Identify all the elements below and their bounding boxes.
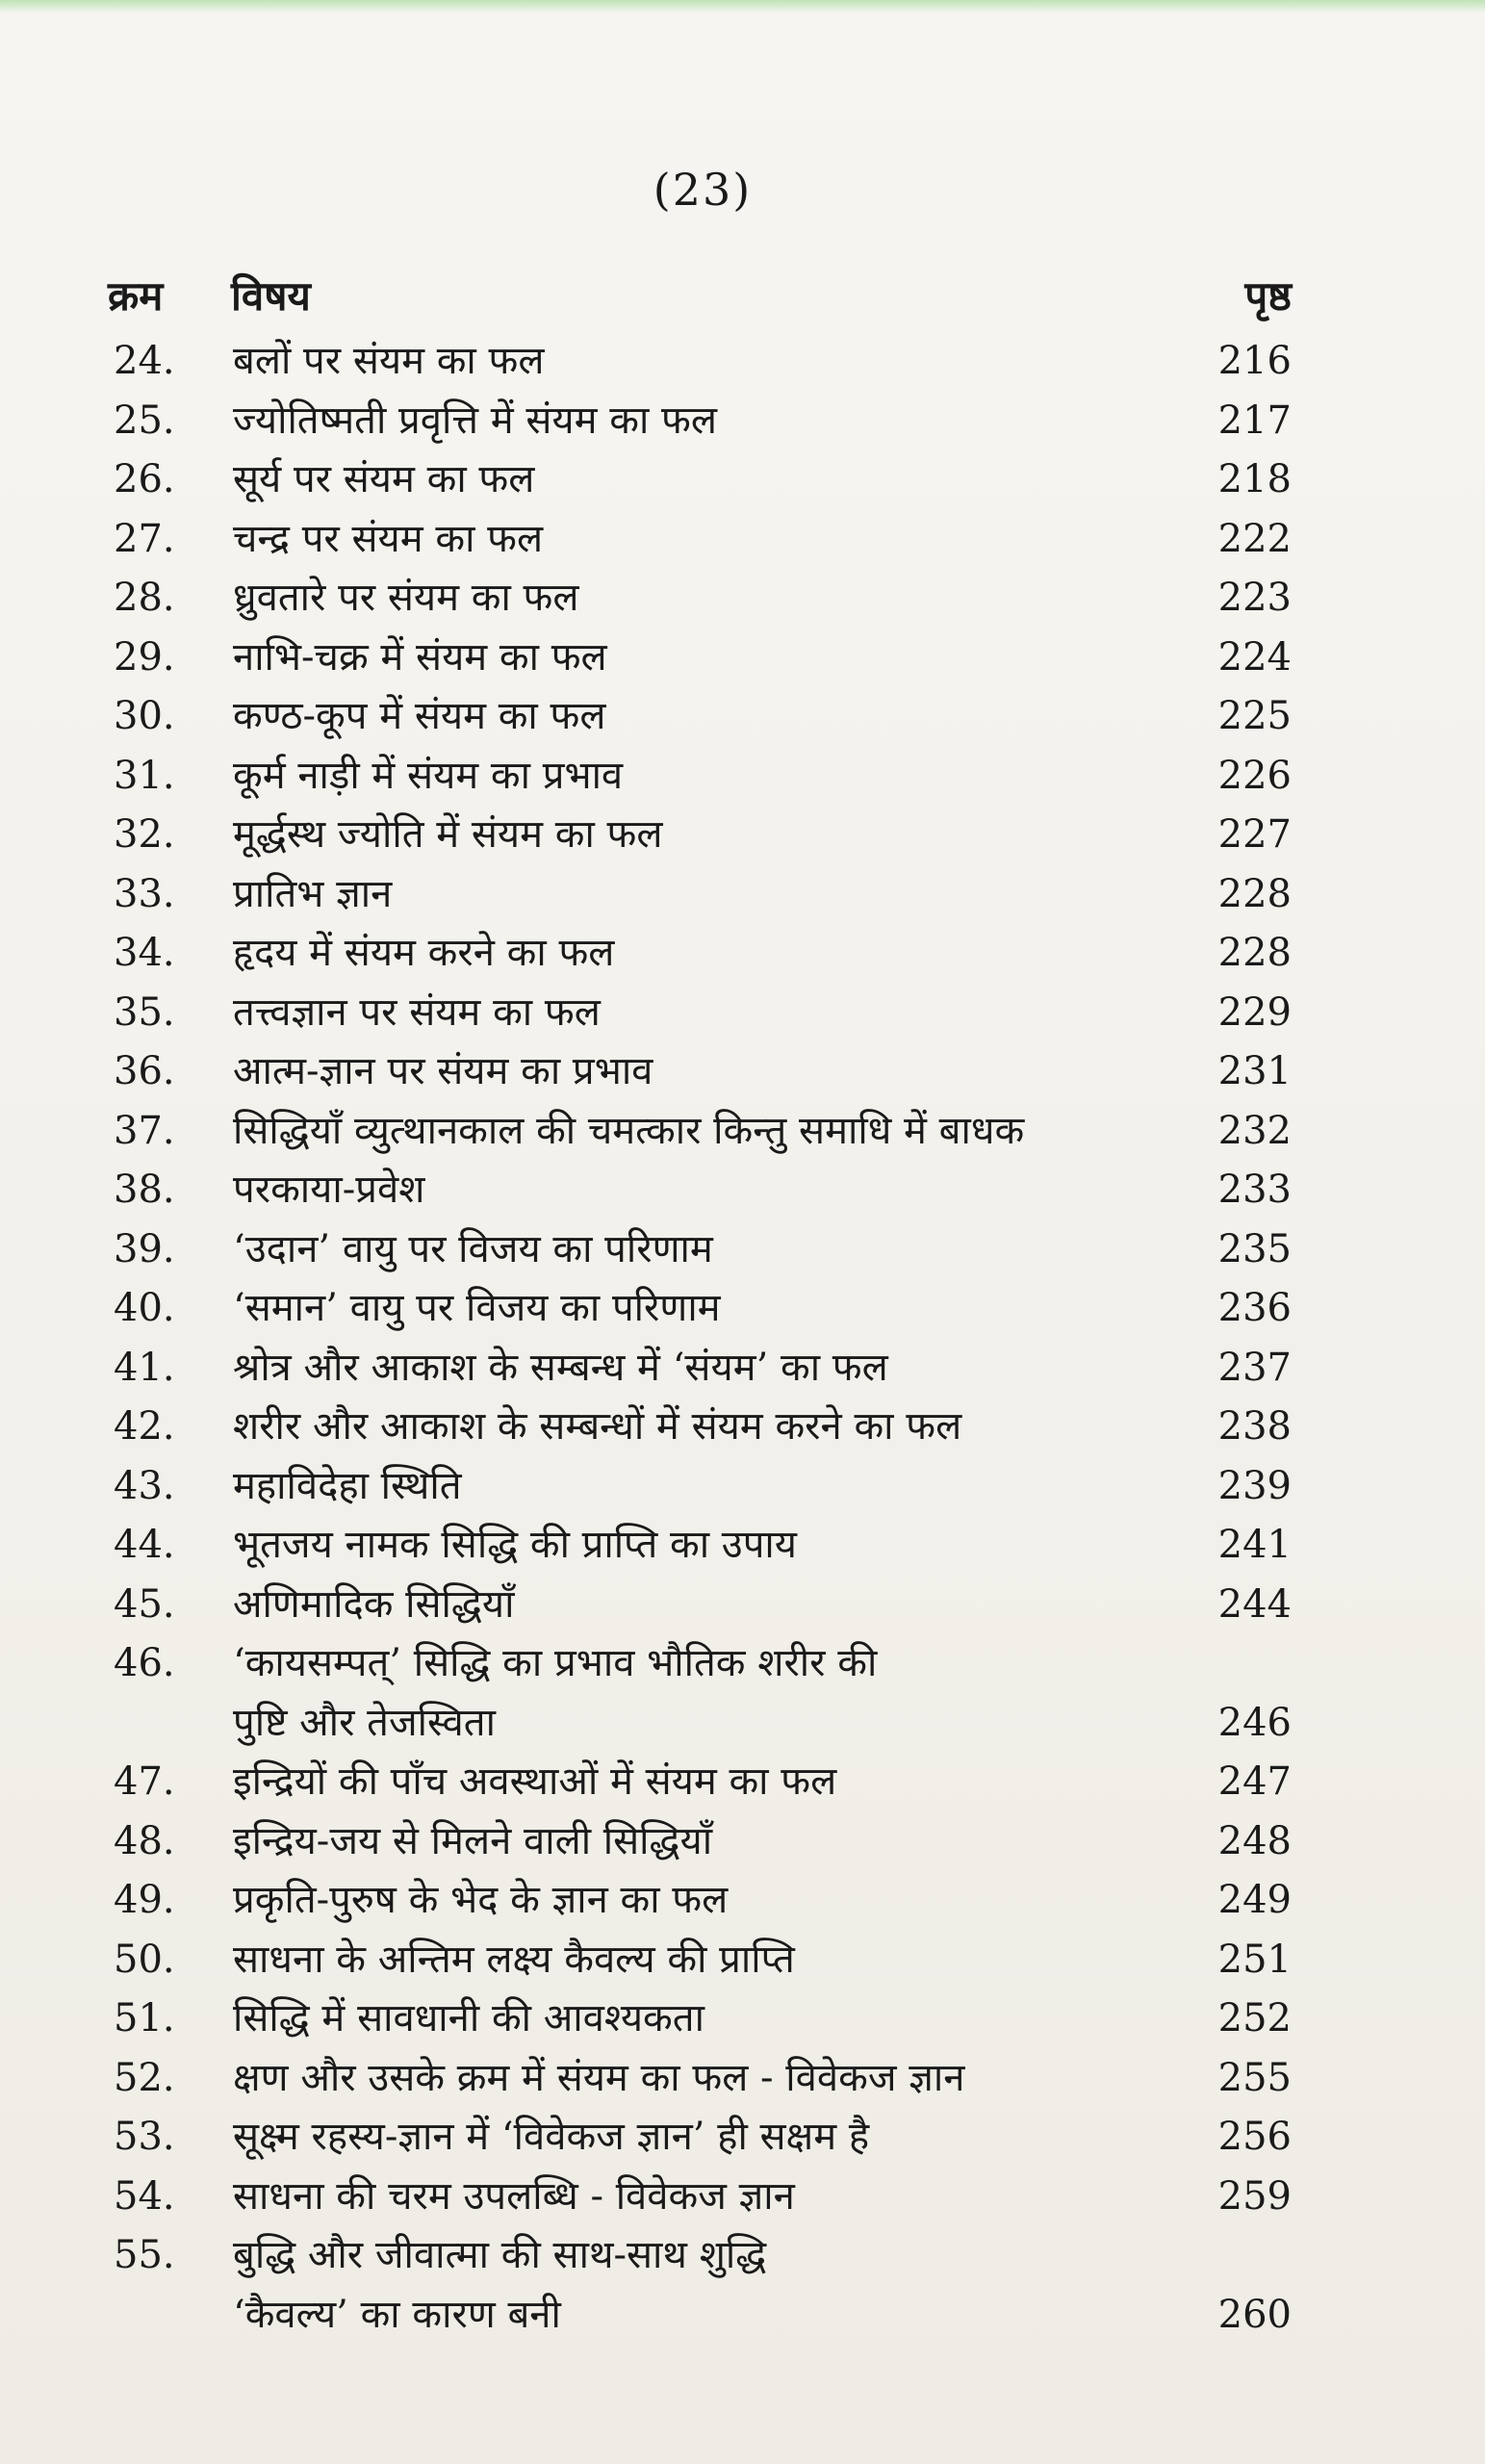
entry-number: 47. <box>114 1759 175 1804</box>
entry-title <box>233 1161 1118 1220</box>
entry-title <box>233 1042 1118 1102</box>
entry-page: 218 <box>1217 457 1292 501</box>
entry-number: 46. <box>114 1641 175 1685</box>
entry-number: 49. <box>114 1878 175 1922</box>
toc-entry <box>108 392 1292 451</box>
toc-entry <box>108 510 1292 570</box>
entry-title <box>233 806 1118 865</box>
entry-title <box>233 569 1118 629</box>
toc-entry <box>108 865 1292 925</box>
entry-page: 216 <box>1217 339 1292 383</box>
entry-page: 248 <box>1217 1818 1292 1863</box>
entry-number: 55. <box>114 2233 175 2277</box>
entry-title <box>233 687 1118 747</box>
toc-entry <box>108 1220 1292 1280</box>
entry-title <box>233 1339 1118 1399</box>
entry-page: 241 <box>1217 1523 1292 1567</box>
entry-page: 251 <box>1217 1937 1292 1982</box>
entry-title-line: तत्त्वज्ञान पर संयम का फल <box>233 989 601 1035</box>
entry-title-line: साधना की चरम उपलब्धि - विवेकज ज्ञान <box>233 2173 795 2219</box>
entry-number: 33. <box>114 871 175 916</box>
entry-title-line: मूर्द्धस्थ ज्योति में संयम का फल <box>233 812 663 857</box>
entry-page: 252 <box>1217 1996 1292 2040</box>
entry-number: 26. <box>114 457 175 501</box>
entry-title-line: ध्रुवतारे पर संयम का फल <box>233 576 579 620</box>
entry-number: 32. <box>114 812 175 857</box>
entry-title-line: बुद्धि और जीवात्मा की साथ-साथ शुद्धि <box>233 2233 767 2277</box>
entry-title-line: ‘उदान’ वायु पर विजय का परिणाम <box>233 1226 713 1271</box>
entry-number: 34. <box>114 931 175 975</box>
entry-page: 231 <box>1217 1049 1292 1093</box>
entry-number: 54. <box>114 2173 175 2219</box>
entry-page: 236 <box>1217 1286 1292 1330</box>
toc-entry <box>108 1576 1292 1635</box>
toc-entry <box>108 1516 1292 1576</box>
entry-page: 259 <box>1217 2173 1292 2219</box>
toc-entry <box>108 2226 1292 2345</box>
toc-entry <box>108 2108 1292 2168</box>
entry-title-line: परकाया-प्रवेश <box>233 1168 425 1212</box>
page-top-edge <box>0 0 1485 13</box>
toc-entry <box>108 1457 1292 1517</box>
entry-title <box>233 1398 1118 1457</box>
entry-title <box>233 1871 1118 1931</box>
entry-title-line: कूर्म नाड़ी में संयम का प्रभाव <box>233 753 624 798</box>
entry-number: 45. <box>114 1581 175 1627</box>
entry-title-line: ‘कैवल्य’ का कारण बनी <box>233 2292 561 2337</box>
entry-title-line: भूतजय नामक सिद्धि की प्राप्ति का उपाय <box>233 1523 797 1567</box>
entry-title <box>233 2108 1118 2168</box>
entry-number: 38. <box>114 1168 175 1212</box>
entry-title-line: इन्द्रियों की पाँच अवस्थाओं में संयम का फल <box>233 1759 837 1804</box>
toc-list <box>108 332 1292 2345</box>
entry-title-line: आत्म-ज्ञान पर संयम का प्रभाव <box>233 1049 653 1093</box>
entry-page: 235 <box>1217 1226 1292 1271</box>
entry-number: 37. <box>114 1108 175 1153</box>
toc-entry <box>108 687 1292 747</box>
entry-number: 44. <box>114 1523 175 1567</box>
entry-title <box>233 1989 1118 2049</box>
entry-title <box>233 332 1118 392</box>
entry-title-line: शरीर और आकाश के सम्बन्धों में संयम करने का फल <box>233 1404 962 1449</box>
page-number: (23) <box>653 164 753 216</box>
entry-page: 249 <box>1217 1878 1292 1922</box>
entry-page: 224 <box>1217 634 1292 680</box>
entry-page: 228 <box>1217 871 1292 916</box>
entry-title-line: साधना के अन्तिम लक्ष्य कैवल्य की प्राप्ति <box>233 1937 795 1982</box>
entry-number: 42. <box>114 1404 175 1449</box>
entry-page: 233 <box>1217 1168 1292 1212</box>
toc-entry <box>108 1279 1292 1339</box>
entry-title-line: श्रोत्र और आकाश के सम्बन्ध में ‘संयम’ का फल <box>233 1345 888 1390</box>
entry-number: 48. <box>114 1818 175 1863</box>
entry-number: 29. <box>114 634 175 680</box>
entry-title-line: सिद्धियाँ व्युत्थानकाल की चमत्कार किन्तु समाधि में बाधक <box>233 1108 1025 1153</box>
toc-entry <box>108 1989 1292 2049</box>
entry-number: 40. <box>114 1286 175 1330</box>
entry-title-line: प्रातिभ ज्ञान <box>233 871 393 916</box>
entry-title <box>233 2168 1118 2227</box>
entry-page: 255 <box>1217 2055 1292 2100</box>
entry-page: 256 <box>1217 2115 1292 2159</box>
entry-page: 244 <box>1217 1581 1292 1627</box>
entry-title <box>233 1457 1118 1517</box>
entry-page: 225 <box>1217 694 1292 738</box>
entry-title <box>233 2226 1118 2345</box>
entry-page: 223 <box>1217 576 1292 620</box>
entry-title-line: सिद्धि में सावधानी की आवश्यकता <box>233 1996 704 2040</box>
entry-title <box>233 1516 1118 1576</box>
entry-page: 217 <box>1217 398 1292 443</box>
toc-entry <box>108 1398 1292 1457</box>
entry-page: 238 <box>1217 1404 1292 1449</box>
toc-entry <box>108 984 1292 1043</box>
entry-title <box>233 2049 1118 2109</box>
entry-number: 50. <box>114 1937 175 1982</box>
header-subject: विषय <box>231 272 311 320</box>
entry-number: 35. <box>114 989 175 1035</box>
entry-title-line: क्षण और उसके क्रम में संयम का फल - विवेकज ज्ञान <box>233 2055 965 2100</box>
entry-title-line: बलों पर संयम का फल <box>233 339 545 383</box>
header-number: क्रम <box>108 272 164 320</box>
entry-title-line: पुष्टि और तेजस्विता <box>233 1700 496 1745</box>
toc-entry <box>108 1161 1292 1220</box>
entry-title-line: प्रकृति-पुरुष के भेद के ज्ञान का फल <box>233 1878 729 1922</box>
entry-title <box>233 629 1118 688</box>
toc-entry <box>108 332 1292 392</box>
toc-entry <box>108 1634 1292 1753</box>
entry-page: 229 <box>1217 989 1292 1035</box>
entry-page: 232 <box>1217 1108 1292 1153</box>
toc-entry <box>108 1753 1292 1812</box>
toc-entry <box>108 1871 1292 1931</box>
entry-number: 36. <box>114 1049 175 1093</box>
entry-page: 246 <box>1217 1700 1292 1745</box>
toc-header <box>108 258 1292 325</box>
entry-number: 27. <box>114 516 175 561</box>
entry-title <box>233 1812 1118 1872</box>
entry-number: 52. <box>114 2055 175 2100</box>
toc-entry <box>108 747 1292 807</box>
entry-title <box>233 510 1118 570</box>
entry-title <box>233 450 1118 510</box>
entry-number: 41. <box>114 1345 175 1390</box>
entry-title <box>233 1279 1118 1339</box>
entry-title <box>233 1220 1118 1280</box>
entry-page: 222 <box>1217 516 1292 561</box>
entry-title <box>233 1753 1118 1812</box>
entry-title-line: ‘समान’ वायु पर विजय का परिणाम <box>233 1286 721 1330</box>
entry-title-line: नाभि-चक्र में संयम का फल <box>233 634 607 680</box>
entry-title <box>233 1634 1118 1753</box>
entry-number: 53. <box>114 2115 175 2159</box>
entry-title <box>233 984 1118 1043</box>
toc-entry <box>108 1812 1292 1872</box>
entry-title <box>233 1576 1118 1635</box>
entry-title <box>233 392 1118 451</box>
toc-entry <box>108 1042 1292 1102</box>
entry-page: 228 <box>1217 931 1292 975</box>
entry-number: 31. <box>114 753 175 798</box>
entry-page: 237 <box>1217 1345 1292 1390</box>
entry-number: 43. <box>114 1463 175 1508</box>
entry-number: 51. <box>114 1996 175 2040</box>
entry-page: 239 <box>1217 1463 1292 1508</box>
toc-entry <box>108 924 1292 984</box>
entry-title <box>233 924 1118 984</box>
entry-title <box>233 747 1118 807</box>
entry-title-line: अणिमादिक सिद्धियाँ <box>233 1581 515 1627</box>
entry-title-line: महाविदेहा स्थिति <box>233 1463 462 1508</box>
entry-title-line: सूर्य पर संयम का फल <box>233 457 535 501</box>
entry-page: 227 <box>1217 812 1292 857</box>
toc-entry <box>108 806 1292 865</box>
entry-number: 24. <box>114 339 175 383</box>
toc-entry <box>108 569 1292 629</box>
entry-number: 30. <box>114 694 175 738</box>
toc-entry <box>108 1339 1292 1399</box>
entry-title <box>233 865 1118 925</box>
toc-entry <box>108 629 1292 688</box>
entry-title <box>233 1102 1118 1162</box>
toc-entry <box>108 1931 1292 1990</box>
entry-title-line: इन्द्रिय-जय से मिलने वाली सिद्धियाँ <box>233 1818 713 1863</box>
entry-title-line: कण्ठ-कूप में संयम का फल <box>233 694 606 738</box>
entry-page: 226 <box>1217 753 1292 798</box>
entry-title-line: सूक्ष्म रहस्य-ज्ञान में ‘विवेकज ज्ञान’ ही सक्षम है <box>233 2115 870 2159</box>
header-page: पृष्ठ <box>1244 272 1292 320</box>
entry-page: 260 <box>1217 2292 1292 2337</box>
entry-page: 247 <box>1217 1759 1292 1804</box>
entry-number: 39. <box>114 1226 175 1271</box>
entry-title-line: ज्योतिष्मती प्रवृत्ति में संयम का फल <box>233 398 718 443</box>
entry-title-line: हृदय में संयम करने का फल <box>233 931 615 975</box>
toc-entry <box>108 450 1292 510</box>
entry-number: 28. <box>114 576 175 620</box>
toc-entry <box>108 1102 1292 1162</box>
entry-number: 25. <box>114 398 175 443</box>
toc-entry <box>108 2049 1292 2109</box>
entry-title-line: चन्द्र पर संयम का फल <box>233 516 544 561</box>
entry-title <box>233 1931 1118 1990</box>
entry-title-line: ‘कायसम्पत्’ सिद्धि का प्रभाव भौतिक शरीर की <box>233 1641 878 1685</box>
toc-entry <box>108 2168 1292 2227</box>
